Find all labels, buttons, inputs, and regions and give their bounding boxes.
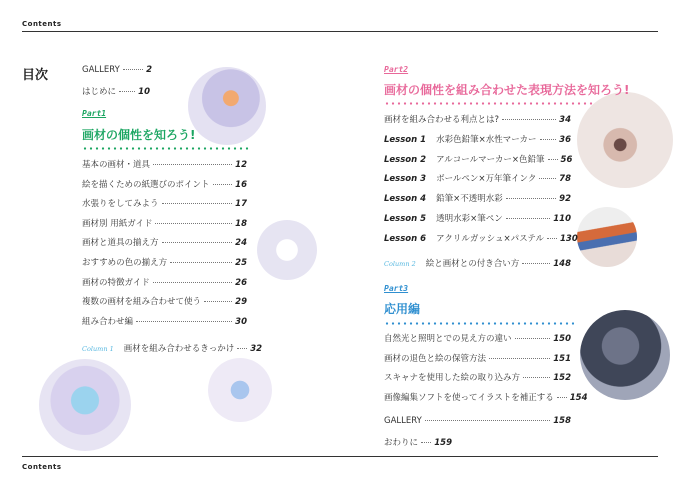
illustration-cat-creature — [208, 358, 272, 422]
toc-entry[interactable] — [82, 276, 247, 288]
toc-entry[interactable] — [384, 332, 571, 344]
leader-dots — [523, 377, 550, 378]
leader-dots — [506, 198, 556, 199]
leader-dots — [204, 301, 232, 302]
toc-entry[interactable] — [384, 133, 571, 145]
part1-tag: Part1 — [82, 109, 107, 118]
leader-dots — [547, 238, 557, 239]
header-rule — [22, 31, 658, 32]
lesson-number: Lesson 1 — [384, 135, 427, 145]
leader-dots — [119, 91, 135, 92]
part3-tag: Part3 — [384, 284, 409, 293]
entry-label: 絵と画材との付き合い方 — [425, 259, 520, 269]
toc-entry[interactable] — [82, 197, 247, 209]
entry-page: 18 — [235, 218, 247, 229]
entry-page: 17 — [235, 199, 247, 210]
entry-page: 30 — [235, 316, 247, 327]
toc-entry-gallery[interactable] — [82, 65, 152, 75]
part1-title: 画材の個性を知ろう! — [82, 128, 196, 142]
toc-entry[interactable] — [82, 158, 247, 170]
entry-page: 25 — [235, 258, 247, 268]
leader-dots — [170, 262, 232, 263]
illustration-eye-closeup — [577, 92, 673, 188]
entry-label: ボールペン×万年筆インク — [436, 174, 537, 185]
entry-page: 92 — [559, 194, 571, 205]
leader-dots — [548, 159, 558, 160]
toc-entry[interactable] — [384, 371, 571, 383]
toc-entry[interactable] — [384, 212, 571, 224]
toc-entry-column1[interactable] — [82, 342, 263, 354]
toc-entry[interactable] — [384, 232, 578, 244]
part2-title: 画材の個性を組み合わせた表現方法を知ろう! — [384, 83, 630, 97]
part3-dotted-divider — [384, 322, 574, 325]
toc-entry[interactable] — [82, 236, 247, 248]
entry-page: 32 — [250, 344, 263, 354]
entry-page: 16 — [235, 179, 247, 190]
illustration-creature-reading — [188, 67, 266, 145]
toc-entry[interactable] — [82, 178, 247, 190]
toc-title: 目次 — [22, 68, 49, 83]
part3-title: 応用編 — [384, 302, 421, 316]
entry-label: おわりに — [384, 438, 419, 448]
entry-page: 36 — [559, 135, 571, 145]
leader-dots — [153, 164, 232, 165]
leader-dots — [237, 348, 247, 349]
lesson-number: Lesson 4 — [384, 194, 427, 205]
leader-dots — [162, 242, 233, 243]
entry-label: はじめに — [82, 87, 117, 97]
leader-dots — [136, 321, 232, 322]
running-header: Contents — [22, 20, 62, 28]
entry-page: 10 — [138, 87, 150, 97]
leader-dots — [502, 119, 556, 120]
entry-page: 158 — [553, 416, 571, 426]
toc-entry-column2[interactable] — [384, 257, 571, 269]
toc-entry-afterword[interactable] — [384, 436, 452, 448]
toc-entry[interactable] — [384, 391, 588, 404]
running-footer: Contents — [22, 463, 62, 471]
entry-page: 150 — [553, 334, 571, 344]
lesson-number: Lesson 2 — [384, 154, 427, 165]
leader-dots — [162, 203, 233, 204]
lesson-number: Lesson 6 — [384, 233, 427, 244]
footer-rule — [22, 456, 658, 457]
toc-entry[interactable] — [384, 352, 571, 364]
part2-tag: Part2 — [384, 65, 409, 74]
leader-dots — [489, 358, 550, 359]
entry-label: 複数の画材を組み合わせて使う — [82, 297, 202, 308]
toc-entry-introduction[interactable] — [82, 85, 150, 97]
illustration-bat-creature — [39, 359, 131, 451]
entry-label: おすすめの色の揃え方 — [82, 258, 168, 268]
entry-page: 130 — [560, 233, 578, 244]
toc-entry[interactable] — [384, 153, 571, 165]
leader-dots — [155, 223, 232, 224]
toc-entry[interactable] — [82, 256, 247, 268]
entry-page: 56 — [560, 154, 573, 165]
entry-label: 基本の画材・道具 — [82, 160, 151, 170]
entry-label: GALLERY — [82, 65, 120, 75]
leader-dots — [540, 139, 557, 140]
entry-page: 34 — [559, 115, 571, 125]
part2-dotted-divider — [384, 102, 594, 105]
illustration-line-sketch — [257, 220, 317, 280]
entry-label: 画材別 用紙ガイド — [82, 218, 153, 229]
entry-label: アクリルガッシュ×パステル — [436, 233, 545, 244]
part1-dotted-divider — [82, 147, 250, 150]
leader-dots — [123, 69, 143, 70]
entry-label: 水彩色鉛筆×水性マーカー — [436, 135, 537, 145]
entry-label: 画材の特徴ガイド — [82, 277, 150, 288]
leader-dots — [539, 178, 556, 179]
leader-dots — [515, 338, 551, 339]
leader-dots — [421, 442, 431, 443]
illustration-colorful-fabric — [577, 207, 637, 267]
leader-dots — [522, 263, 550, 264]
column-tag: Column 2 — [384, 260, 416, 268]
column-tag: Column 1 — [82, 345, 114, 353]
toc-entry[interactable] — [82, 217, 247, 229]
entry-page: 154 — [569, 393, 588, 404]
entry-label: 自然光と照明とでの見え方の違い — [384, 334, 512, 344]
entry-label: 鉛筆×不透明水彩 — [436, 194, 503, 205]
illustration-dark-watercolor — [580, 310, 670, 400]
entry-label: 画像編集ソフトを使ってイラストを補正する — [384, 393, 554, 404]
leader-dots — [213, 184, 233, 185]
entry-page: 152 — [553, 373, 571, 384]
toc-entry[interactable] — [82, 315, 247, 327]
entry-label: 画材を組み合わせる利点とは? — [384, 115, 500, 125]
entry-label: スキャナを使用した絵の取り込み方 — [384, 373, 521, 384]
toc-entry[interactable] — [384, 172, 571, 184]
toc-entry[interactable] — [384, 192, 571, 204]
entry-page: 26 — [235, 277, 247, 288]
entry-label: 絵を描くための紙選びのポイント — [82, 179, 210, 190]
entry-label: 画材と道具の揃え方 — [82, 238, 159, 249]
entry-label: 画材を組み合わせるきっかけ — [123, 344, 235, 354]
entry-page: 151 — [553, 353, 571, 364]
entry-page: 24 — [235, 238, 247, 249]
lesson-number: Lesson 5 — [384, 213, 427, 224]
entry-page: 148 — [553, 259, 571, 269]
entry-label: 組み合わせ編 — [82, 316, 134, 327]
entry-label: 画材の退色と絵の保管方法 — [384, 353, 487, 364]
leader-dots — [506, 218, 551, 219]
lesson-number: Lesson 3 — [384, 174, 427, 185]
toc-entry[interactable] — [82, 295, 247, 307]
entry-page: 12 — [235, 160, 247, 170]
entry-page: 2 — [146, 65, 152, 75]
entry-label: GALLERY — [384, 416, 422, 426]
toc-entry-gallery-end[interactable] — [384, 416, 571, 426]
toc-entry-part2-intro[interactable] — [384, 113, 571, 125]
entry-page: 159 — [434, 438, 452, 448]
entry-label: 透明水彩×筆ペン — [436, 213, 503, 224]
entry-page: 110 — [553, 213, 571, 224]
entry-page: 29 — [235, 297, 247, 308]
leader-dots — [557, 397, 567, 398]
entry-label: 水張りをしてみよう — [82, 199, 159, 210]
entry-label: アルコールマーカー×色鉛筆 — [436, 154, 545, 165]
leader-dots — [425, 420, 550, 421]
leader-dots — [153, 282, 232, 283]
entry-page: 78 — [559, 174, 571, 185]
